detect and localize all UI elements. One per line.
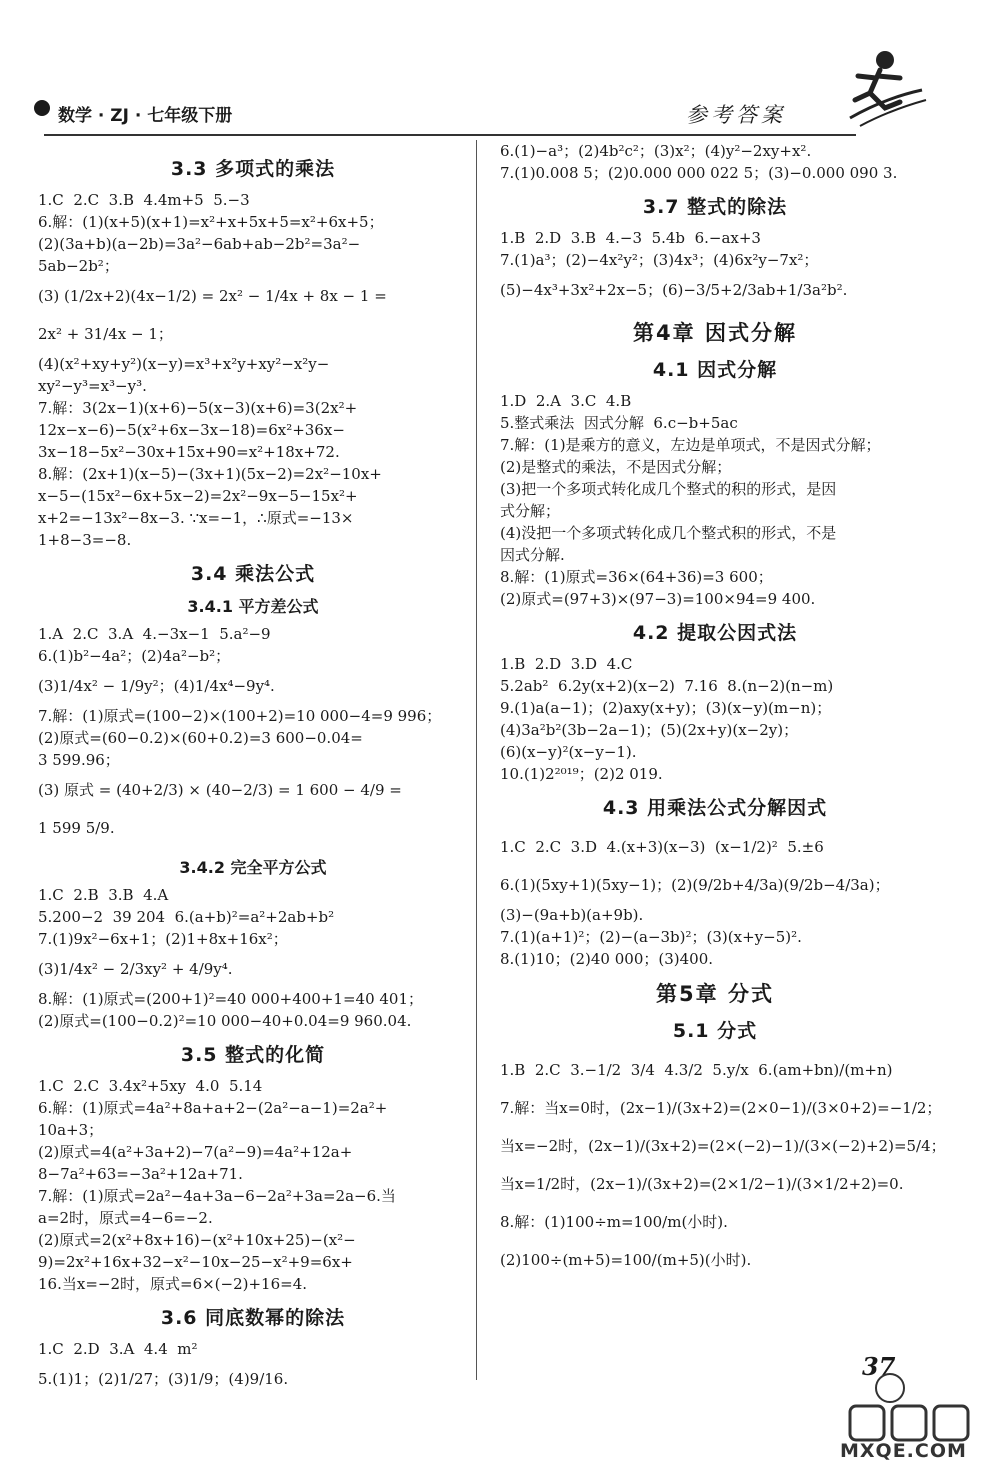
answer-line: 1.C 2.B 3.B 4.A — [38, 886, 169, 904]
page-header — [0, 0, 1000, 150]
answer-line: (4)没把一个多项式转化成几个整式积的形式，不是 — [500, 524, 837, 542]
answer-line: 6.(1)b²−4a²；(2)4a²−b²； — [38, 647, 231, 665]
right-column — [500, 140, 946, 1279]
answer-line: 5.200−2 39 204 6.(a+b)²=a²+2ab+b² — [38, 908, 335, 926]
section-heading: 3.6 同底数幂的除法 — [160, 1307, 346, 1329]
answer-line: 7.解：(1)原式=2a²−4a+3a−6−2a²+3a=2a−6.当 — [38, 1187, 396, 1205]
answer-line: x+2=−13x²−8x−3. ∵x=−1，∴原式=−13× — [38, 509, 354, 527]
answer-line: 1.C 2.D 3.A 4.4 m² — [38, 1340, 198, 1358]
answer-line: (2)原式=(97+3)×(97−3)=100×94=9 400. — [500, 590, 816, 608]
answer-line: 1 599 5/9. — [38, 819, 115, 837]
answer-line: 8.解：(1)原式=36×(64+36)=3 600； — [500, 568, 773, 586]
answer-line: 因式分解. — [500, 546, 565, 564]
answer-line: 1.B 2.C 3.−1/2 3/4 4.3/2 5.y/x 6.(am+bn)/(m+n) — [500, 1061, 893, 1079]
answer-line: 7.解：(1)是乘方的意义，左边是单项式，不是因式分解； — [500, 436, 881, 454]
answer-line: 10a+3； — [38, 1121, 104, 1139]
answer-line: (3)1/4x² − 2/3xy² + 4/9y⁴. — [38, 960, 233, 978]
answer-line: (5)−4x³+3x²+2x−5；(6)−3/5+2/3ab+1/3a²b². — [500, 281, 848, 299]
answer-line: (2)是整式的乘法，不是因式分解； — [500, 458, 732, 476]
answer-line: 1.C 2.C 3.D 4.(x+3)(x−3) (x−1/2)² 5.±6 — [500, 838, 824, 856]
answer-line: 5.2ab² 6.2y(x+2)(x−2) 7.16 8.(n−2)(n−m) — [500, 677, 834, 695]
left-column — [38, 146, 468, 1398]
answer-line: (6)(x−y)²(x−y−1). — [500, 743, 637, 761]
answer-line: 6.解：(1)原式=4a²+8a+a+2−(2a²−a−1)=2a²+ — [38, 1099, 388, 1117]
subsection-heading: 3.4.1 平方差公式 — [187, 597, 319, 616]
subsection-heading: 3.4.2 完全平方公式 — [179, 858, 327, 877]
answer-line: 3 599.96； — [38, 751, 120, 769]
answer-line: (3)−(9a+b)(a+9b). — [500, 906, 644, 924]
answer-line: 7.解：3(2x−1)(x+6)−5(x−3)(x+6)=3(2x²+ — [38, 399, 358, 417]
answer-line: 1.C 2.C 3.B 4.4m+5 5.−3 — [38, 191, 250, 209]
answer-line: 当x=1/2时，(2x−1)/(3x+2)=(2×1/2−1)/(3×1/2+2)=0. — [500, 1175, 904, 1193]
answer-line: 8.解：(1)100÷m=100/m(小时). — [500, 1213, 728, 1231]
section-heading: 3.5 整式的化简 — [180, 1044, 326, 1066]
answer-line: 10.(1)2²⁰¹⁹；(2)2 019. — [500, 765, 663, 783]
answer-line: (3) (1/2x+2)(4x−1/2) = 2x² − 1/4x + 8x − 1 = — [38, 287, 387, 305]
section-heading: 4.3 用乘法公式分解因式 — [602, 797, 828, 819]
book-title: 数学 · ZJ · 七年级下册 — [58, 106, 233, 126]
answer-line: (2)原式=2(x²+8x+16)−(x²+10x+25)−(x²− — [38, 1231, 356, 1249]
answer-line: (3)1/4x² − 1/9y²；(4)1/4x⁴−9y⁴. — [38, 677, 275, 695]
answer-line: 2x² + 31/4x − 1； — [38, 325, 173, 343]
answer-line: 7.(1)(a+1)²；(2)−(a−3b)²；(3)(x+y−5)². — [500, 928, 802, 946]
answer-line: 8−7a²+63=−3a²+12a+71. — [38, 1165, 243, 1183]
answer-line: 6.(1)−a³；(2)4b²c²；(3)x²；(4)y²−2xy+x². — [500, 142, 812, 160]
section-heading: 4.2 提取公因式法 — [632, 622, 798, 644]
answer-line: (3)把一个多项式转化成几个整式的积的形式，是因 — [500, 480, 837, 498]
page-number: 37 — [862, 1352, 896, 1381]
answer-line: 7.(1)0.008 5；(2)0.000 000 022 5；(3)−0.000 090 3. — [500, 164, 898, 182]
answer-line: xy²−y³=x³−y³. — [38, 377, 147, 395]
answer-line: 7.解：当x=0时，(2x−1)/(3x+2)=(2×0−1)/(3×0+2)=−1/2； — [500, 1099, 942, 1117]
answer-line: (2)100÷(m+5)=100/(m+5)(小时). — [500, 1251, 752, 1269]
answer-line: 6.解：(1)(x+5)(x+1)=x²+x+5x+5=x²+6x+5； — [38, 213, 384, 231]
answer-line: 1.B 2.D 3.D 4.C — [500, 655, 633, 673]
answer-line: 7.(1)9x²−6x+1；(2)1+8x+16x²； — [38, 930, 288, 948]
answer-line: 9.(1)a(a−1)；(2)axy(x+y)；(3)(x−y)(m−n)； — [500, 699, 832, 717]
answer-line: 5.整式乘法 因式分解 6.c−b+5ac — [500, 414, 738, 432]
section-heading: 4.1 因式分解 — [652, 359, 778, 381]
header-rule — [44, 134, 856, 136]
chapter-heading: 第4章 因式分解 — [633, 321, 797, 345]
answer-line: 8.解：(1)原式=(200+1)²=40 000+400+1=40 401； — [38, 990, 424, 1008]
answer-line: 式分解； — [500, 502, 561, 520]
answer-line: (2)原式=(60−0.2)×(60+0.2)=3 600−0.04= — [38, 729, 363, 747]
answer-line: 8.(1)10；(2)40 000；(3)400. — [500, 950, 714, 968]
answer-line: 1.C 2.C 3.4x²+5xy 4.0 5.14 — [38, 1077, 263, 1095]
section-heading: 3.4 乘法公式 — [190, 563, 316, 585]
chapter-heading: 第5章 分式 — [656, 982, 774, 1006]
answer-line: (2)(3a+b)(a−2b)=3a²−6ab+ab−2b²=3a²− — [38, 235, 361, 253]
answer-line: 5ab−2b²； — [38, 257, 119, 275]
section-heading: 5.1 分式 — [672, 1020, 758, 1042]
bullet-dot-icon — [34, 100, 50, 116]
answer-line: 1.B 2.D 3.B 4.−3 5.4b 6.−ax+3 — [500, 229, 761, 247]
answer-line: 6.(1)(5xy+1)(5xy−1)；(2)(9/2b+4/3a)(9/2b−4/3a)； — [500, 876, 890, 894]
answer-line: 7.解：(1)原式=(100−2)×(100+2)=10 000−4=9 996； — [38, 707, 442, 725]
answer-line: 8.解：(2x+1)(x−5)−(3x+1)(5x−2)=2x²−10x+ — [38, 465, 382, 483]
answer-line: (2)原式=4(a²+3a+2)−7(a²−9)=4a²+12a+ — [38, 1143, 353, 1161]
answer-title: 参考答案 — [686, 103, 786, 127]
answer-line: 7.(1)a³；(2)−4x²y²；(3)4x³；(4)6x²y−7x²； — [500, 251, 819, 269]
answer-line: 9)=2x²+16x+32−x²−10x−25−x²+9=6x+ — [38, 1253, 353, 1271]
answer-line: 3x−18−5x²−30x+15x+90=x²+18x+72. — [38, 443, 340, 461]
answer-line: 12x−x−6)−5(x²+6x−3x−18)=6x²+36x− — [38, 421, 345, 439]
section-heading: 3.7 整式的除法 — [642, 196, 788, 218]
answer-line: (4)(x²+xy+y²)(x−y)=x³+x²y+xy²−x²y− — [38, 355, 330, 373]
answer-line: x−5−(15x²−6x+5x−2)=2x²−9x−5−15x²+ — [38, 487, 358, 505]
answer-line: 1.D 2.A 3.C 4.B — [500, 392, 632, 410]
answer-line: 当x=−2时，(2x−1)/(3x+2)=(2×(−2)−1)/(3×(−2)+2)=5/4； — [500, 1137, 946, 1155]
answer-line: 5.(1)1；(2)1/27；(3)1/9；(4)9/16. — [38, 1370, 289, 1388]
column-divider — [476, 140, 477, 1380]
answer-line: (2)原式=(100−0.2)²=10 000−40+0.04=9 960.04. — [38, 1012, 412, 1030]
section-heading: 3.3 多项式的乘法 — [170, 158, 336, 180]
answer-line: (3) 原式 = (40+2/3) × (40−2/3) = 1 600 − 4/9 = — [38, 781, 402, 799]
answer-line: a=2时，原式=4−6=−2. — [38, 1209, 213, 1227]
answer-line: 1.A 2.C 3.A 4.−3x−1 5.a²−9 — [38, 625, 271, 643]
answer-line: 1+8−3=−8. — [38, 531, 132, 549]
watermark-text: MXQE.COM — [840, 1440, 967, 1462]
answer-line: 16.当x=−2时，原式=6×(−2)+16=4. — [38, 1275, 308, 1293]
runner-illustration-icon — [830, 38, 930, 138]
answer-line: (4)3a²b²(3b−2a−1)；(5)(2x+y)(x−2y)； — [500, 721, 799, 739]
